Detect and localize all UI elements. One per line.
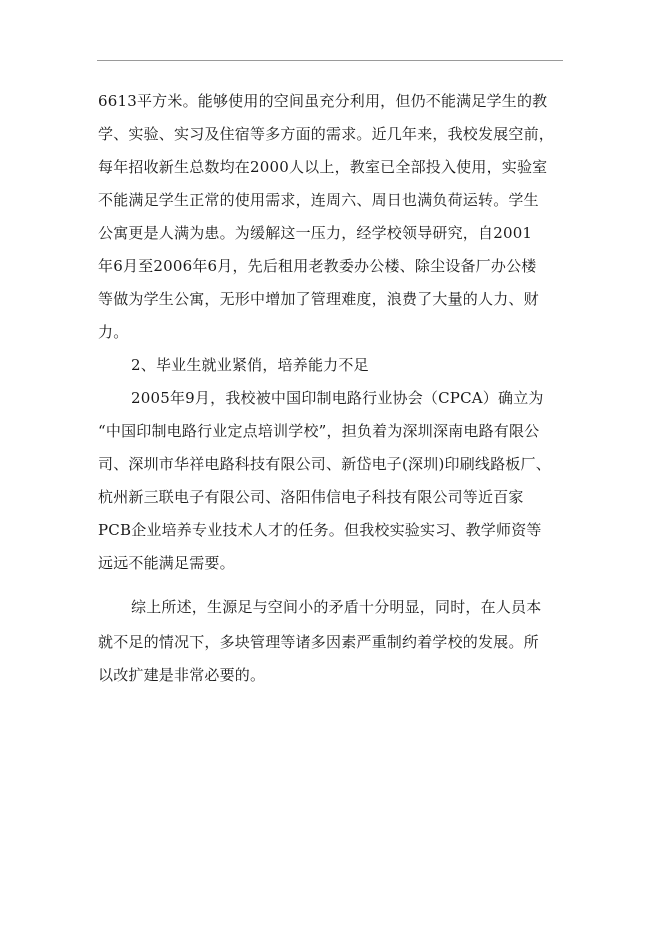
text-line: 远远不能满足需要。 [98,554,235,572]
header-divider [97,60,563,61]
text-line: 司、深圳市华祥电路科技有限公司、新岱电子(深圳)印刷线路板厂、 [98,455,551,473]
text-line: 等做为学生公寓，无形中增加了管理难度，浪费了大量的人力、财 [98,290,539,308]
text-line: 不能满足学生正常的使用需求，连周六、周日也满负荷运转。学生 [98,191,539,209]
text-line: 公寓更是人满为患。为缓解这一压力，经学校领导研究，自2001 [98,224,533,242]
text-line: “中国印制电路行业定点培训学校”，担负着为深圳深南电路有限公 [98,422,540,440]
text-line: 就不足的情况下，多块管理等诸多因素严重制约着学校的发展。所 [98,633,539,651]
text-line: 6613平方米。能够使用的空间虽充分利用，但仍不能满足学生的教 [98,92,548,110]
section-heading: 2、毕业生就业紧俏，培养能力不足 [131,356,369,374]
text-line: 2005年9月，我校被中国印制电路行业协会（CPCA）确立为 [131,389,544,407]
text-line: 综上所述，生源足与空间小的矛盾十分明显，同时，在人员本 [131,598,542,616]
text-line: 力。 [98,323,129,341]
text-line: 以改扩建是非常必要的。 [98,666,266,684]
text-line: 学、实验、实习及住宿等多方面的需求。近几年来，我校发展空前， [98,125,555,143]
text-line: 每年招收新生总数均在2000人以上，教室已全部投入使用，实验室 [98,158,548,176]
text-line: 杭州新三联电子有限公司、洛阳伟信电子科技有限公司等近百家 [98,488,524,506]
text-line: 年6月至2006年6月，先后租用老教委办公楼、除尘设备厂办公楼 [98,257,537,275]
text-line: PCB企业培养专业技术人才的任务。但我校实验实习、教学师资等 [98,521,542,539]
